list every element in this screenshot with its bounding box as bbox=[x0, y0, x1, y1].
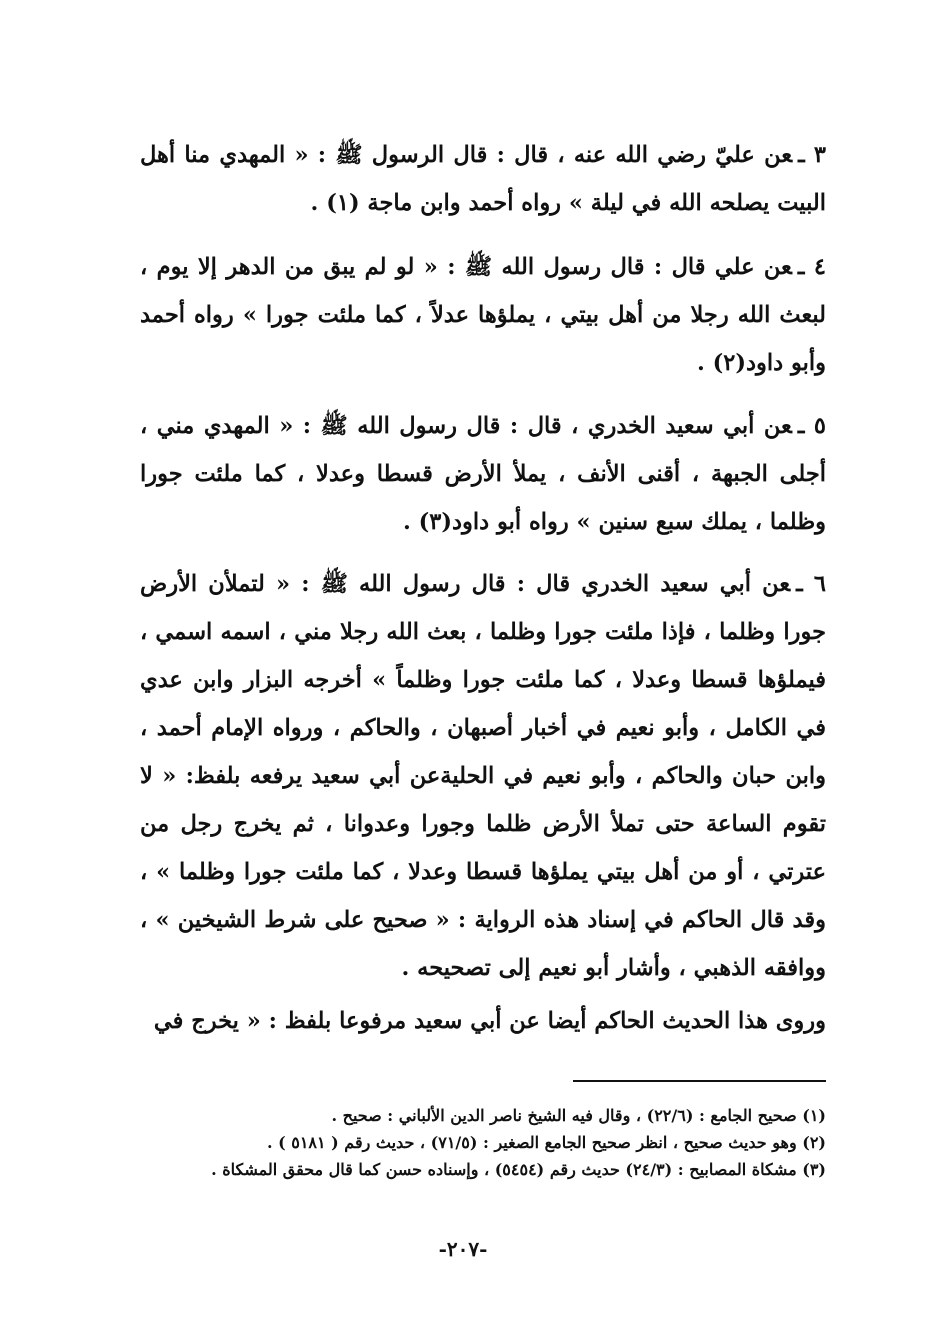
footnote-1: (١) صحيح الجامع : (٢٢/٦) ، وقال فيه الشيخ ناصر الدين الألباني : صحيح . bbox=[331, 1106, 826, 1125]
footnote-divider bbox=[573, 1080, 826, 1082]
hadith-item-6 bbox=[140, 560, 826, 992]
closing-paragraph bbox=[140, 997, 826, 1045]
item-text: عن عليّ رضي الله عنه ، قال : قال الرسول ﷺ : « المهدي منا أهل البيت يصلحه الله في ليلة » رواه أحمد وابن ماجة (١) . bbox=[140, 142, 826, 216]
footnote-2: (٢) وهو حديث صحيح ، انظر صحيح الجامع الصغير : (٧١/٥) ، حديث رقم ( ٥١٨١ ) . bbox=[266, 1133, 826, 1152]
closing-text: وروى هذا الحديث الحاكم أيضا عن أبي سعيد مرفوعا بلفظ : « يخرج في bbox=[153, 1008, 826, 1034]
hadith-item-3 bbox=[140, 131, 826, 227]
footnotes bbox=[140, 1102, 826, 1183]
hadith-item-4 bbox=[140, 243, 826, 387]
item-number: ٣ ـ bbox=[798, 142, 826, 168]
item-number: ٦ ـ bbox=[796, 571, 826, 597]
page-number: -٢٠٧- bbox=[438, 1237, 488, 1261]
item-text: عن علي قال : قال رسول الله ﷺ : « لو لم يبق من الدهر إلا يوم ، لبعث الله رجلا من أهل بيتي ، يملؤها عدلاً ، كما ملئت جورا » رواه أحمد وأبو داود(٢) . bbox=[140, 254, 826, 376]
item-text: عن أبي سعيد الخدري قال : قال رسول الله ﷺ : « لتملأن الأرض جورا وظلما ، فإذا ملئت جورا وظلما ، بعث الله رجلا مني ، اسمه اسمي ، فيملؤها قسطا وعدلا ، كما ملئت جورا وظلماً » أخرجه البزار وابن عدي في الكامل ، وأبو نعيم في أخبار أصبهان ، والحاكم ، ورواه الإمام أحمد ، وابن حبان والحاكم ، وأبو نعيم في الحليةعن أبي سعيد يرفعه بلفظ: « لا تقوم الساعة حتى تملأ الأرض ظلما وجورا وعدوانا ، ثم يخرج رجل من عترتي ، أو من أهل بيتي يملؤها قسطا وعدلا ، كما ملئت جورا وظلما » ، وقد قال الحاكم في إسناد هذه الرواية : « صحيح على شرط الشيخين » ، ووافقه الذهبي ، وأشار أبو نعيم إلى تصحيحه . bbox=[140, 571, 826, 981]
item-number: ٤ ـ bbox=[797, 254, 826, 280]
footnote-3: (٣) مشكاة المصابيح : (٢٤/٣) حديث رقم (٥٤٥٤) ، وإسناده حسن كما قال محقق المشكاة . bbox=[211, 1160, 826, 1179]
item-number: ٥ ـ bbox=[797, 413, 826, 439]
item-text: عن أبي سعيد الخدري ، قال : قال رسول الله ﷺ : « المهدي مني ، أجلى الجبهة ، أقنى الأنف ، يملأ الأرض قسطا وعدلا ، كما ملئت جورا وظلما ، يملك سبع سنين » رواه أبو داود(٣) . bbox=[140, 413, 826, 535]
hadith-item-5 bbox=[140, 402, 826, 546]
